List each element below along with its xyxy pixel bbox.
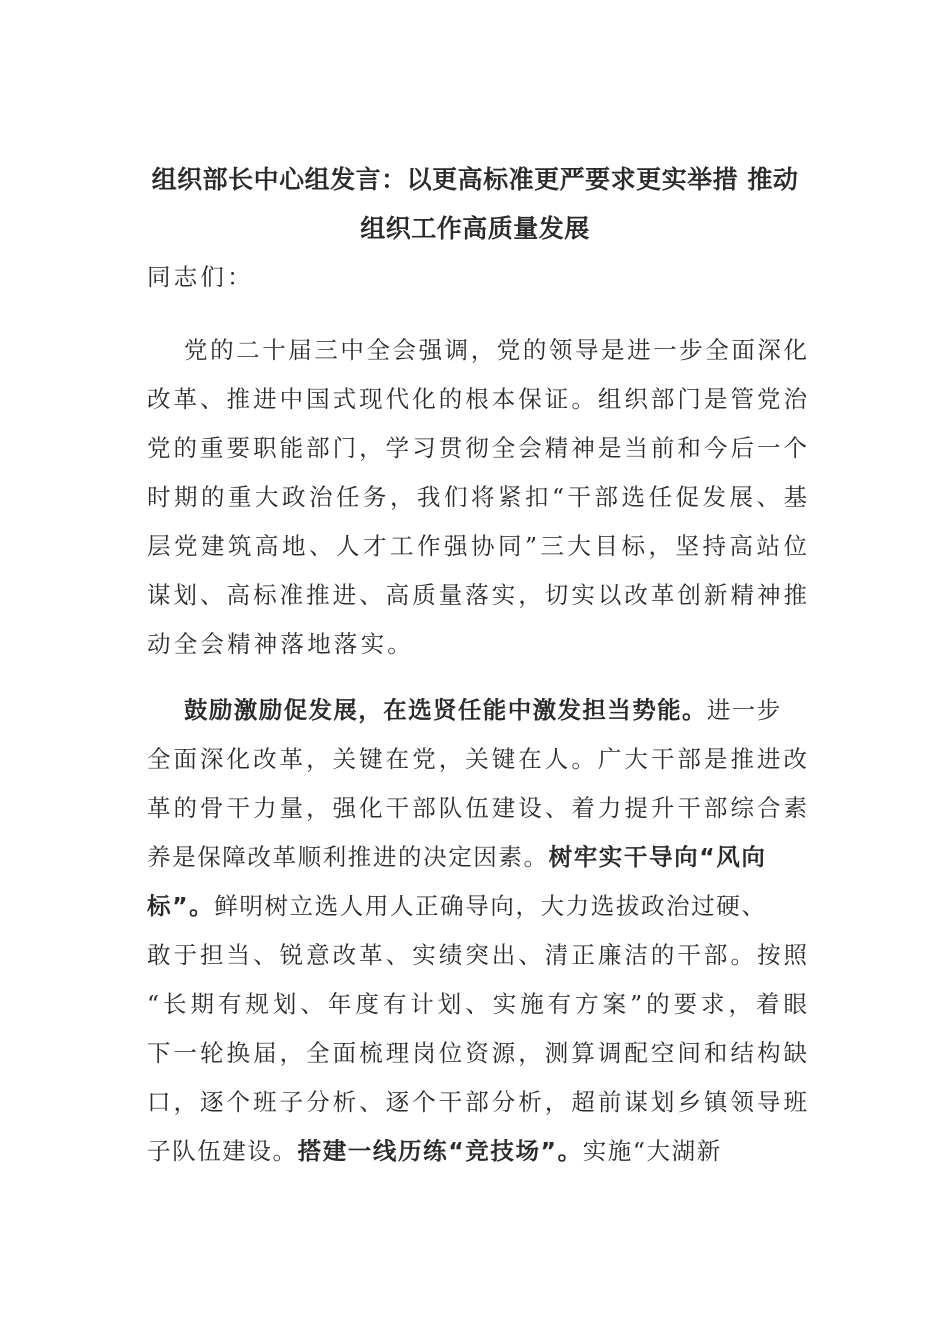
subheading-bold: 树牢实干导向“风向: [548, 843, 767, 871]
paragraph-2-text: 实施“大湖新: [582, 1137, 722, 1165]
paragraph-1-line: 党的二十届三中全会强调，党的领导是进一步全面深化: [184, 336, 807, 364]
paragraph-1-line: 党的重要职能部门，学习贯彻全会精神是当前和今后一个: [147, 434, 807, 462]
document-title-line-2: 组织工作高质量发展: [360, 214, 590, 243]
paragraph-1-line: 动全会精神落地落实。: [147, 630, 414, 658]
section-heading: 鼓励激励促发展，在选贤任能中激发担当势能。: [184, 696, 707, 724]
paragraph-2-text: 子队伍建设。: [147, 1137, 298, 1165]
paragraph-2-line: 全面深化改革，关键在党，关键在人。广大干部是推进改: [147, 745, 807, 773]
paragraph-2-line: 敢于担当、锐意改革、实绩突出、清正廉洁的干部。按照: [147, 941, 807, 969]
paragraph-2-text: 养是保障改革顺利推进的决定因素。: [147, 843, 549, 871]
paragraph-2-line: [147, 891, 807, 921]
subheading-bold: 标”。: [147, 892, 215, 920]
document-title-line-1: 组织部长中心组发言：以更高标准更严要求更实举措 推动: [151, 165, 799, 194]
paragraph-2-line: “长期有规划、年度有计划、实施有方案”的要求，着眼: [147, 990, 807, 1018]
paragraph-1-line: 谋划、高标准推进、高质量落实，切实以改革创新精神推: [147, 581, 807, 609]
paragraph-1-line: 改革、推进中国式现代化的根本保证。组织部门是管党治: [147, 385, 807, 413]
paragraph-1-line: 时期的重大政治任务，我们将紧扣“干部选任促发展、基: [147, 483, 807, 511]
paragraph-2-line: 口，逐个班子分析、逐个干部分析，超前谋划乡镇领导班: [147, 1088, 807, 1116]
paragraph-1-line: 层党建筑高地、人才工作强协同”三大目标，坚持高站位: [147, 532, 807, 560]
paragraph-2-text: 进一步: [706, 696, 782, 724]
subheading-bold: 搭建一线历练“竞技场”。: [297, 1137, 583, 1165]
paragraph-2-line: [147, 1136, 807, 1166]
salutation: 同志们：: [147, 263, 254, 291]
paragraph-2-line: 下一轮换届，全面梳理岗位资源，测算调配空间和结构缺: [147, 1039, 807, 1067]
paragraph-2-line: [147, 842, 807, 872]
paragraph-2-text: 鲜明树立选人用人正确导向，大力选拔政治过硬、: [214, 892, 767, 920]
paragraph-2-line: [147, 695, 807, 725]
paragraph-2-line: 革的骨干力量，强化干部队伍建设、着力提升干部综合素: [147, 794, 807, 822]
